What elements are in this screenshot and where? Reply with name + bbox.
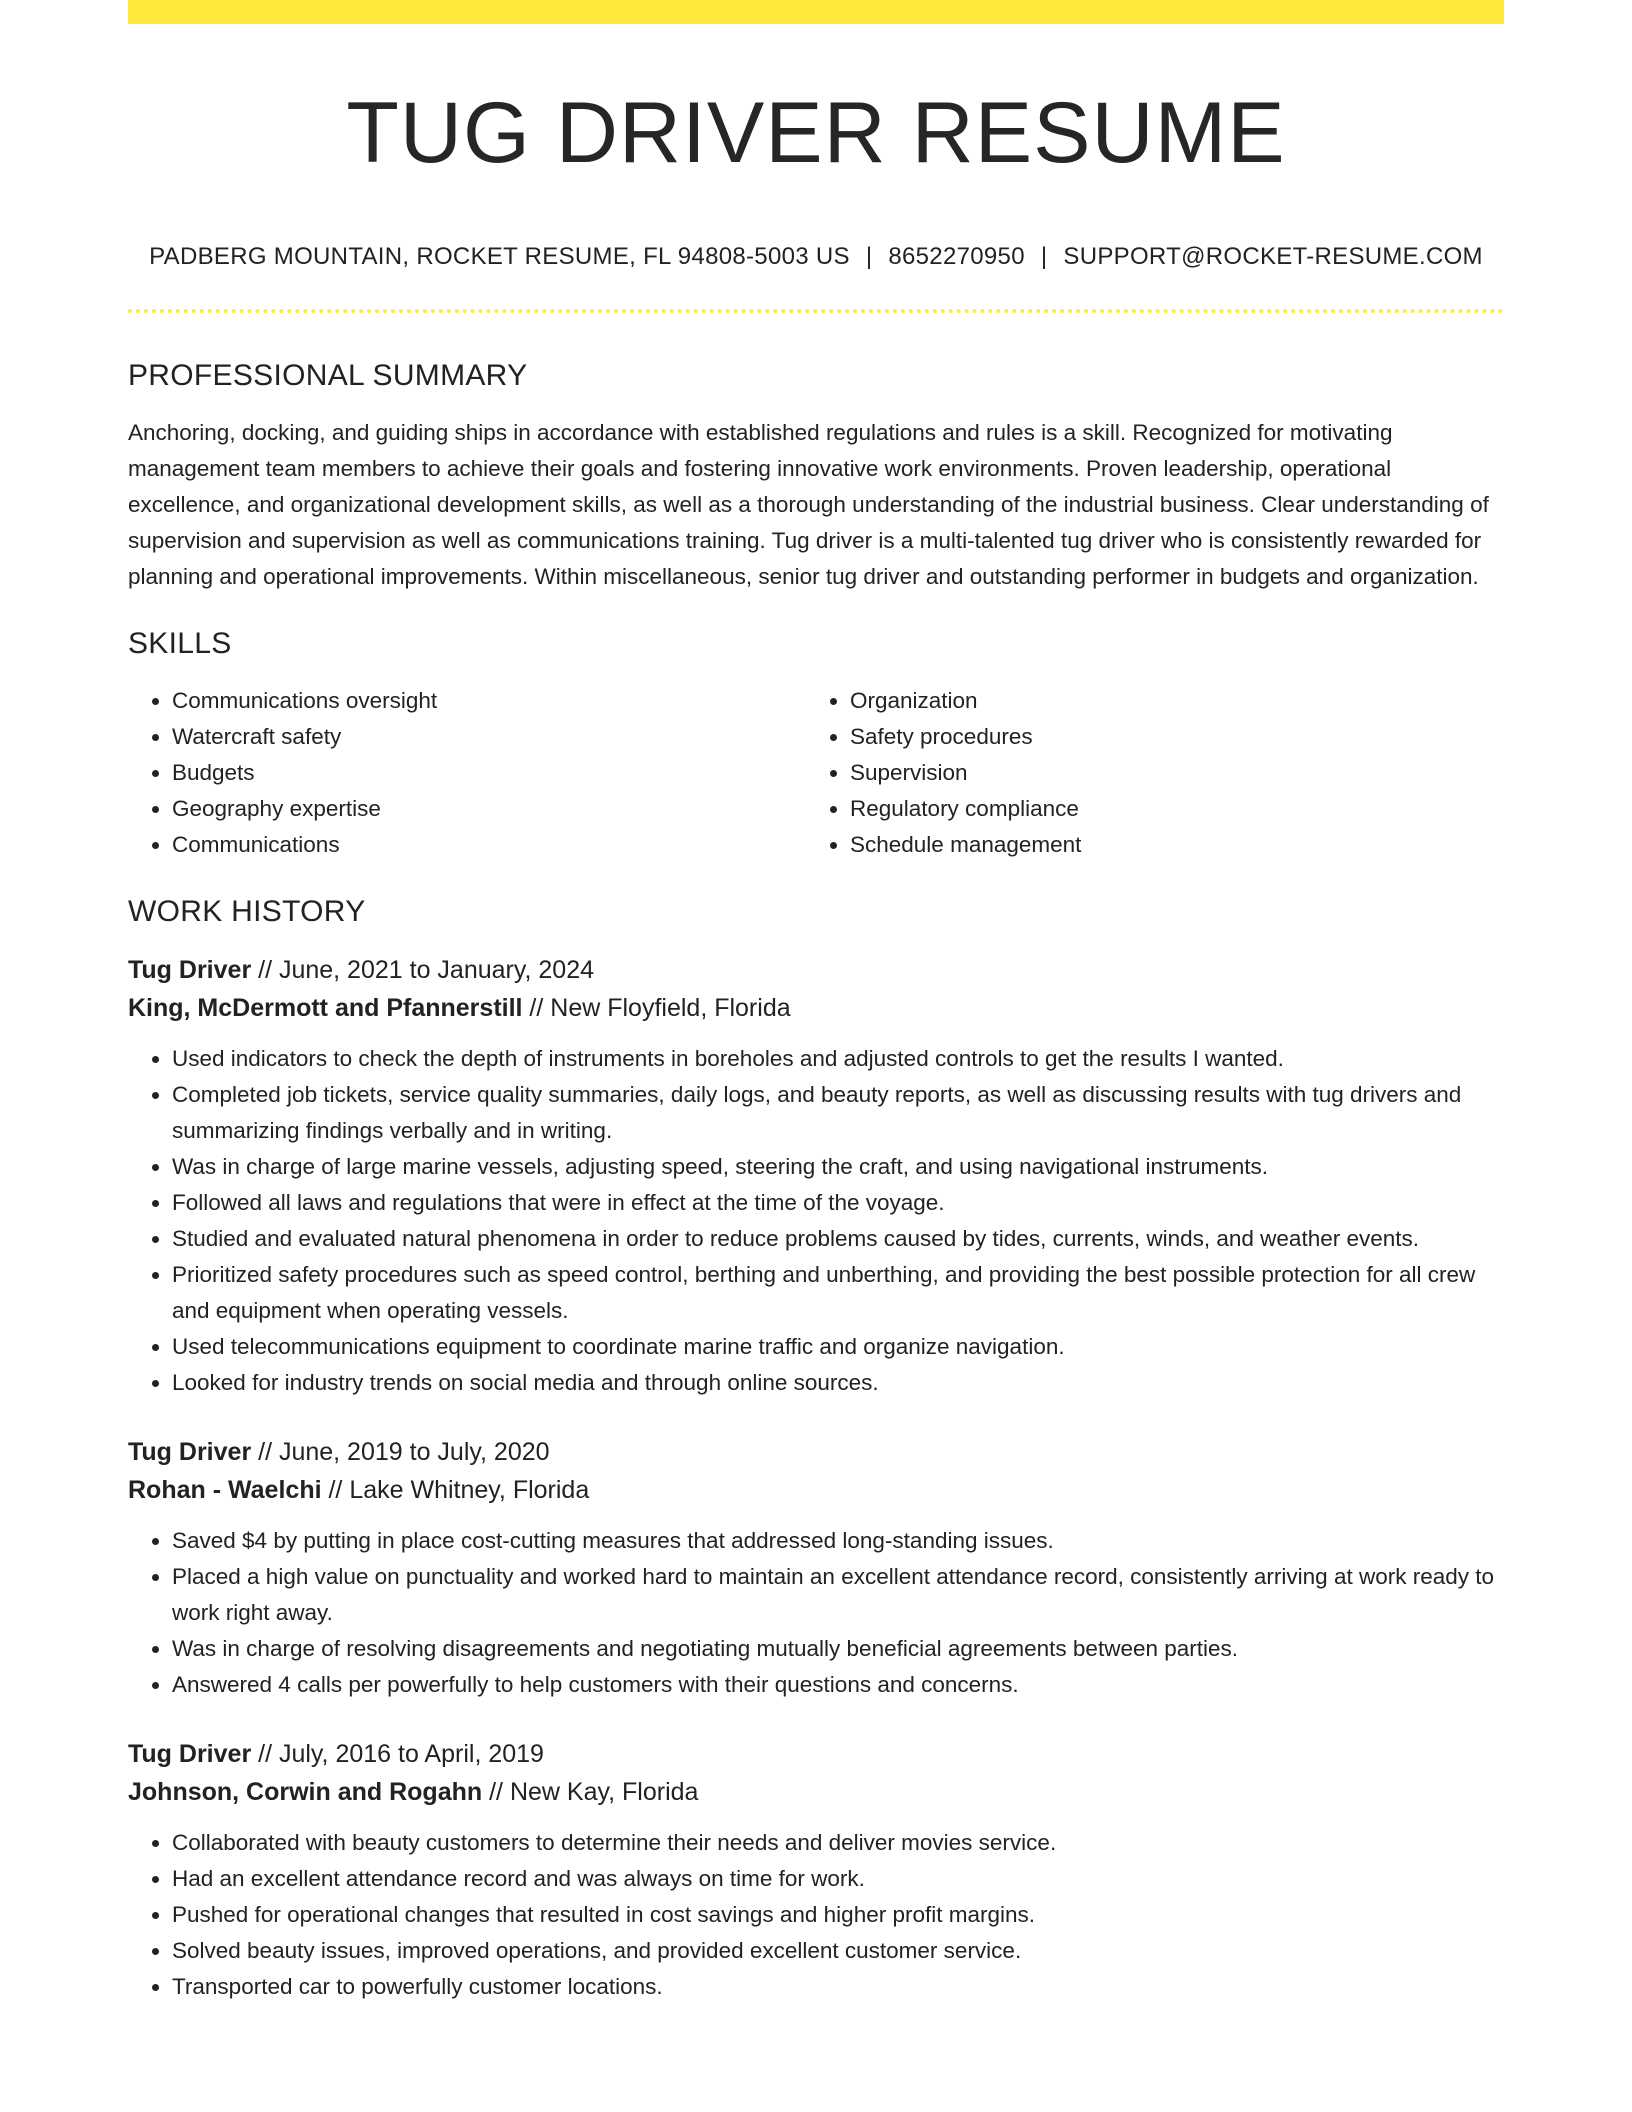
resume-title: TUG DRIVER RESUME [346, 85, 1286, 181]
job-bullet: • Looked for industry trends on social media and through online sources. [172, 1365, 1504, 1401]
skill-item: • Supervision [850, 755, 1484, 791]
job-bullet: • Transported car to powerfully customer locations. [172, 1969, 1504, 2005]
summary-heading: PROFESSIONAL SUMMARY [128, 359, 528, 393]
job-bullet: • Completed job tickets, service quality summaries, daily logs, and beauty reports, as well as discussing results with tug drivers and summarizing findings verbally and in writing. [172, 1077, 1504, 1149]
job-bullet: • Used telecommunications equipment to coordinate marine traffic and organize navigation. [172, 1329, 1504, 1365]
contact-phone: 8652270950 [888, 243, 1025, 271]
job-company-line [128, 1773, 1504, 1811]
job-role-line [128, 1735, 1504, 1773]
skill-item: • Communications oversight [172, 683, 806, 719]
skill-item: • Regulatory compliance [850, 791, 1484, 827]
skills-heading: SKILLS [128, 627, 232, 661]
job-entry [128, 1735, 1504, 2005]
job-bullet: • Was in charge of large marine vessels, adjusting speed, steering the craft, and using navigational instruments. [172, 1149, 1504, 1185]
skill-item: • Geography expertise [172, 791, 806, 827]
skill-item: • Schedule management [850, 827, 1484, 863]
job-dates: // June, 2019 to July, 2020 [251, 1438, 550, 1467]
skills-column-left [128, 683, 806, 863]
skill-item: • Safety procedures [850, 719, 1484, 755]
skills-column-right [806, 683, 1484, 863]
job-bullet: • Prioritized safety procedures such as speed control, berthing and unberthing, and providing the best possible protection for all crew and equipment when operating vessels. [172, 1257, 1504, 1329]
contact-line [128, 243, 1504, 271]
job-bullet: • Pushed for operational changes that resulted in cost savings and higher profit margins. [172, 1897, 1504, 1933]
contact-separator: | [1040, 243, 1048, 271]
job-location: // New Floyfield, Florida [522, 994, 791, 1023]
resume-page [128, 0, 1504, 2005]
job-bullet: • Solved beauty issues, improved operations, and provided excellent customer service. [172, 1933, 1504, 1969]
job-role: Tug Driver [128, 1740, 252, 1769]
job-bullets [128, 1825, 1504, 2005]
job-bullets [128, 1041, 1504, 1401]
contact-email: SUPPORT@ROCKET-RESUME.COM [1063, 243, 1483, 271]
job-bullet: • Was in charge of resolving disagreements and negotiating mutually beneficial agreements between parties. [172, 1631, 1504, 1667]
skill-item: • Communications [172, 827, 806, 863]
job-company: Johnson, Corwin and Rogahn [128, 1778, 483, 1807]
job-bullet: • Used indicators to check the depth of instruments in boreholes and adjusted controls to get the results I wanted. [172, 1041, 1504, 1077]
accent-bar [128, 0, 1504, 24]
job-bullet: • Placed a high value on punctuality and worked hard to maintain an excellent attendance record, consistently arriving at work ready to work right away. [172, 1559, 1504, 1631]
job-role: Tug Driver [128, 1438, 252, 1467]
job-location: // Lake Whitney, Florida [321, 1476, 590, 1505]
job-bullet: • Collaborated with beauty customers to determine their needs and deliver movies service. [172, 1825, 1504, 1861]
contact-address: PADBERG MOUNTAIN, ROCKET RESUME, FL 94808-5003 US [149, 243, 850, 271]
job-role-line [128, 951, 1504, 989]
job-dates: // June, 2021 to January, 2024 [251, 956, 595, 985]
job-bullet: • Saved $4 by putting in place cost-cutting measures that addressed long-standing issues. [172, 1523, 1504, 1559]
summary-text: Anchoring, docking, and guiding ships in accordance with established regulations and rules is a skill. Recognized for motivating management team members to achieve their goals and fostering innovative work environments. Proven leadership, operational excellence, and organizational development skills, as well as a thorough understanding of the industrial business. Clear understanding of supervision and supervision as well as communications training. Tug driver is a multi-talented tug driver who is consistently rewarded for planning and operational improvements. Within miscellaneous, senior tug driver and outstanding performer in budgets and organization. [128, 420, 1489, 590]
job-bullets [128, 1523, 1504, 1703]
skills-list [128, 683, 1504, 863]
skill-item: • Budgets [172, 755, 806, 791]
skill-item: • Watercraft safety [172, 719, 806, 755]
dotted-divider [128, 309, 1504, 313]
job-entry [128, 1433, 1504, 1703]
job-company: King, McDermott and Pfannerstill [128, 994, 523, 1023]
job-company-line [128, 989, 1504, 1027]
job-bullet: • Studied and evaluated natural phenomena in order to reduce problems caused by tides, currents, winds, and weather events. [172, 1221, 1504, 1257]
job-role-line [128, 1433, 1504, 1471]
job-bullet: • Answered 4 calls per powerfully to help customers with their questions and concerns. [172, 1667, 1504, 1703]
contact-separator: | [865, 243, 873, 271]
work-history-heading: WORK HISTORY [128, 895, 366, 929]
job-bullet: • Followed all laws and regulations that were in effect at the time of the voyage. [172, 1185, 1504, 1221]
job-entry [128, 951, 1504, 1401]
skill-item: • Organization [850, 683, 1484, 719]
job-company-line [128, 1471, 1504, 1509]
job-role: Tug Driver [128, 956, 252, 985]
job-bullet: • Had an excellent attendance record and was always on time for work. [172, 1861, 1504, 1897]
job-dates: // July, 2016 to April, 2019 [251, 1740, 544, 1769]
job-location: // New Kay, Florida [482, 1778, 699, 1807]
job-company: Rohan - Waelchi [128, 1476, 322, 1505]
